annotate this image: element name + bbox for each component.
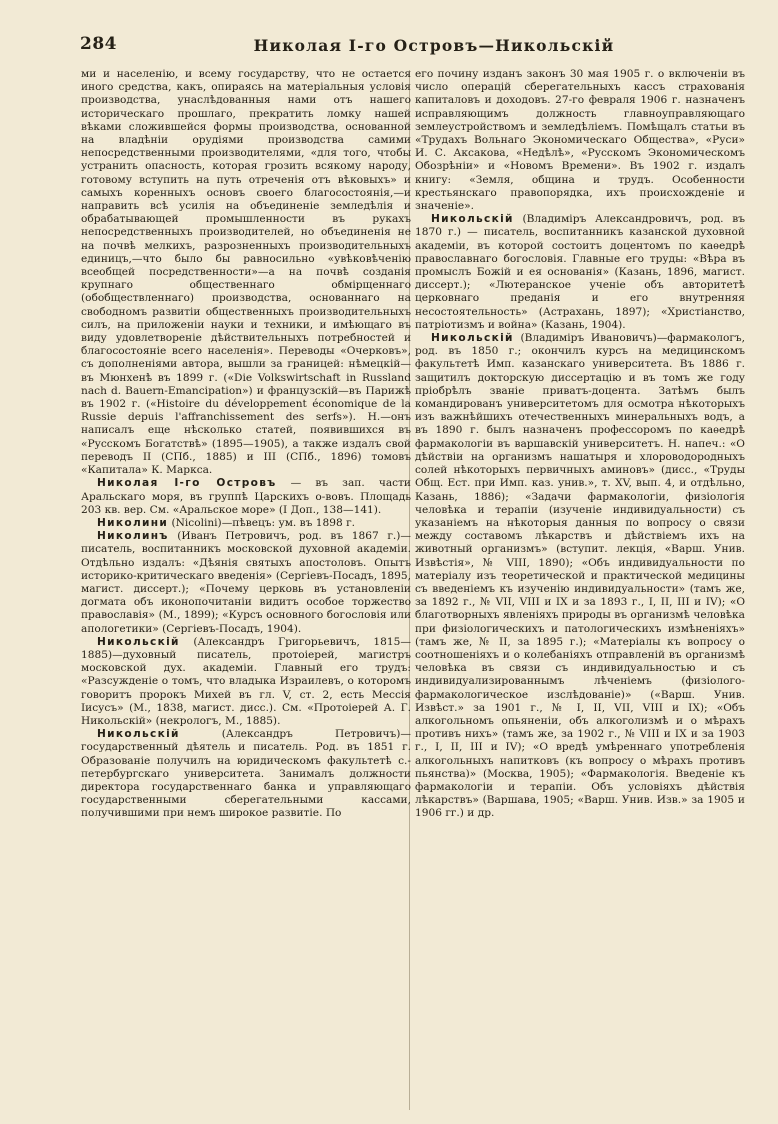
entry-text: (Nicolini)—пѣвецъ: ум. въ 1898 г. [171,516,355,529]
entry-nikolsky-alexander-p [81,728,411,820]
entry-nikolsky-vladimir-a [415,213,745,332]
entry-headword: Николинъ [97,530,169,543]
entry-nikolin [81,530,411,636]
entry-headword: Никольскій [97,635,180,648]
entry-nicolini [81,517,411,530]
entry-text: — въ зап. части Аральскаго моря, въ группѣ Царскихъ о-вовъ. Площадь 203 кв. вер. См. «Аральское море» (I Доп., 138—141). [81,477,411,516]
entry-nikolsky-vladimir-i [415,332,745,821]
entry-nicholas-i-island [81,477,411,517]
continued-paragraph: его почину изданъ законъ 30 мая 1905 г. о включеніи въ число операцій сберегательныхъ кассъ страхованія капиталовъ и доходовъ. 27-го февраля 1906 г. назначенъ исправляющимъ должность главноуправляющаго землеустройствомъ и земледѣліемъ. Помѣщалъ статьи въ «Трудахъ Вольнаго Экономическаго Общества», «Руси» И. С. Аксакова, «Недѣлѣ», «Русскомъ Экономическомъ Обозрѣніи» и «Новомъ Времени». Въ 1902 г. издалъ книгу: «Земля, община и трудъ. Особенности крестьянскаго правопорядка, ихъ происхожденіе и значеніе». [415,68,745,213]
entry-text: (Владиміръ Александровичъ, род. въ 1870 г.) — писатель, воспитанникъ казанской духовной академіи, въ которой состоитъ доцентомъ по каѳедрѣ православнаго богословія. Главные его труды: «Вѣра въ промыслъ Божій и ея основанія» (Казань, 1896, магист. диссерт.); «Лютеранское ученіе объ авторитетѣ церковнаго преданія и его внутренняя несостоятельность» (Астрахань, 1897); «Христіанство, патріотизмъ и война» (Казань, 1904). [415,213,746,331]
page-number: 284 [80,34,117,54]
entry-headword: Никольскій [431,213,514,226]
entry-text: (Александръ Петровичъ)—государственный дѣятель и писатель. Род. въ 1851 г. Образованіе получилъ на юридическомъ факультетѣ с.-петербургскаго университета. Занималъ должности директора государственнаго банка и управляющаго государственными сберегательными кассами, получившими при немъ широкое развитіе. По [81,728,411,820]
entry-text: (Владиміръ Ивановичъ)—фармакологъ, род. въ 1850 г.; окончилъ курсъ на медицинскомъ факультетѣ Имп. казанскаго университета. Въ 1886 г. защитилъ докторскую диссертацію и въ томъ же году пріобрѣлъ званіе приватъ-доцента. Затѣмъ былъ командированъ университетомъ для осмотра нѣкоторыхъ изъ важнѣйшихъ отечественныхъ минеральныхъ водъ, а въ 1890 г. былъ назначенъ профессоромъ по каѳедрѣ фармакологіи въ варшавскій университетъ. Н. напеч.: «О дѣйствіи на организмъ нашатыря и хлороводородныхъ солей нѣкоторыхъ первичныхъ аминовъ» (дисс., «Труды Общ. Ест. при Имп. каз. унив.», т. XV, вып. 4, и отдѣльно, Казань, 1886); «Задачи фармакологіи, физіологія человѣка и терапіи (изученіе индивидуальности) съ указаніемъ на нѣкоторыя данныя по вопросу о связи между составомъ лѣкарствъ и дѣйствіемъ ихъ на животный организмъ» (вступит. лекція, «Варш. Унив. Извѣстія», № VIII, 1890); «Объ индивидуальности по матеріалу изъ теоретической и практической медицины съ введеніемъ къ изученію индивидуальности» (тамъ же, за 1892 г., № VII, VIII и IX и за 1893 г., I, II, III и IV); «О благотворныхъ явленіяхъ природы въ организмѣ человѣка при физіологическихъ и патологическихъ измѣненіяхъ» (тамъ же, № II, за 1895 г.); «Матеріалы къ вопросу о соотношеніяхъ и о колебаніяхъ отправленій въ организмѣ человѣка въ связи съ индивидуальностью и съ индивидуализированнымъ лѣченіемъ (физіолого-фармакологическое изслѣдованіе)» («Варш. Унив. Извѣст.» за 1901 г., № I, II, VII, VIII и IX); «Объ алкогольномъ опьяненіи, объ алкоголизмѣ и о мѣрахъ противъ нихъ» (тамъ же, за 1902 г., № VIII и IX и за 1903 г., I, II, III и IV); «О вредѣ умѣреннаго употребленія алкогольныхъ напитковъ (къ вопросу о мѣрахъ противъ пьянства)» (Москва, 1905); «Фармакологія. Введеніе къ фармакологіи и терапіи. Объ условіяхъ дѣйствія лѣкарствъ» (Варшава, 1905; «Варш. Унив. Изв.» за 1905 и 1906 гг.) и др. [415,332,746,820]
continued-paragraph: ми и населенію, и всему государству, что не остается иного средства, какъ, опираясь на матеріальныя условія производства, унаслѣдованныя нами отъ нашего историческаго прошлаго, прекратить ломку нашей вѣками сложившейся формы производства, основанной на владѣніи орудіями производства самими непосредственными производителями, «для того, чтобы устранить опасность, которая грозить всякому народу, готовому вступить на путь отреченія отъ вѣковыхъ» и самыхъ коренныхъ основъ своего благосостоянія,—и направить всѣ усилія на объединеніе земледѣлія и обрабатывающей промышленности въ рукахъ непосредственныхъ производителей, но объединенія не на почвѣ мелкихъ, разрозненныхъ производительныхъ единицъ,—что было бы равносильно «увѣковѣченію всеобщей посредственности»—а на почвѣ созданія крупнаго общественнаго обмірщеннаго (обобществленнаго) производства, основаннаго на свободномъ развитіи общественныхъ производительныхъ силъ, на приложеніи науки и техники, и имѣющаго въ виду удовлетвореніе дѣйствительныхъ потребностей и благосостояніе всего населенія». Переводы «Очерковъ», съ дополненіями автора, вышли за границей: нѣмецкій—въ Мюнхенѣ въ 1899 г. («Die Volkswirtschaft in Russland nach d. Bauern-Emancipation») и французскій—въ Парижѣ въ 1902 г. («Histoire du développement économique de la Russie depuis l'affranchissement des serfs»). Н.—онъ написалъ еще нѣсколько статей, появившихся въ «Русскомъ Богатствѣ» (1895—1905), а также издалъ свой переводъ II (СПб., 1885) и III (СПб., 1896) томовъ «Капитала» К. Маркса. [81,68,411,477]
entry-nikolsky-alexander-g [81,636,411,728]
right-column [415,68,745,821]
entry-headword: Николини [97,516,169,529]
entry-text: (Иванъ Петровичъ, род. въ 1867 г.)—писатель, воспитанникъ московской духовной академіи. Отдѣльно издалъ: «Дѣянія святыхъ апостоловъ. Опытъ историко-критическаго введенія» (Сергіевъ-Посадъ, 1895, магист. диссерт.); «Почему церковь въ установленіи догмата объ иконопочитаніи видитъ особое торжество православія» (М., 1899); «Курсъ основного богословія или апологетики» (Сергіевъ-Посадъ, 1904). [81,530,411,635]
running-head: Николая I-го Островъ—Никольскій [253,36,615,55]
page-header [80,34,728,56]
entry-headword: Николая I-го Островъ [97,477,277,490]
entry-text: (Александръ Григорьевичъ, 1815—1885)—духовный писатель, протоіерей, магистръ московской дух. академіи. Главный его трудъ: «Разсужденіе о томъ, что владыка Израилевъ, о которомъ говоритъ пророкъ Михей въ гл. V, ст. 2, есть Мессія Іисусъ» (М., 1838, магист. дисс.). См. «Протоіерей А. Г. Никольскій» (некрологъ, М., 1885). [81,635,411,727]
entry-headword: Никольскій [431,332,514,345]
left-column [81,68,411,821]
entry-headword: Никольскій [97,728,180,741]
